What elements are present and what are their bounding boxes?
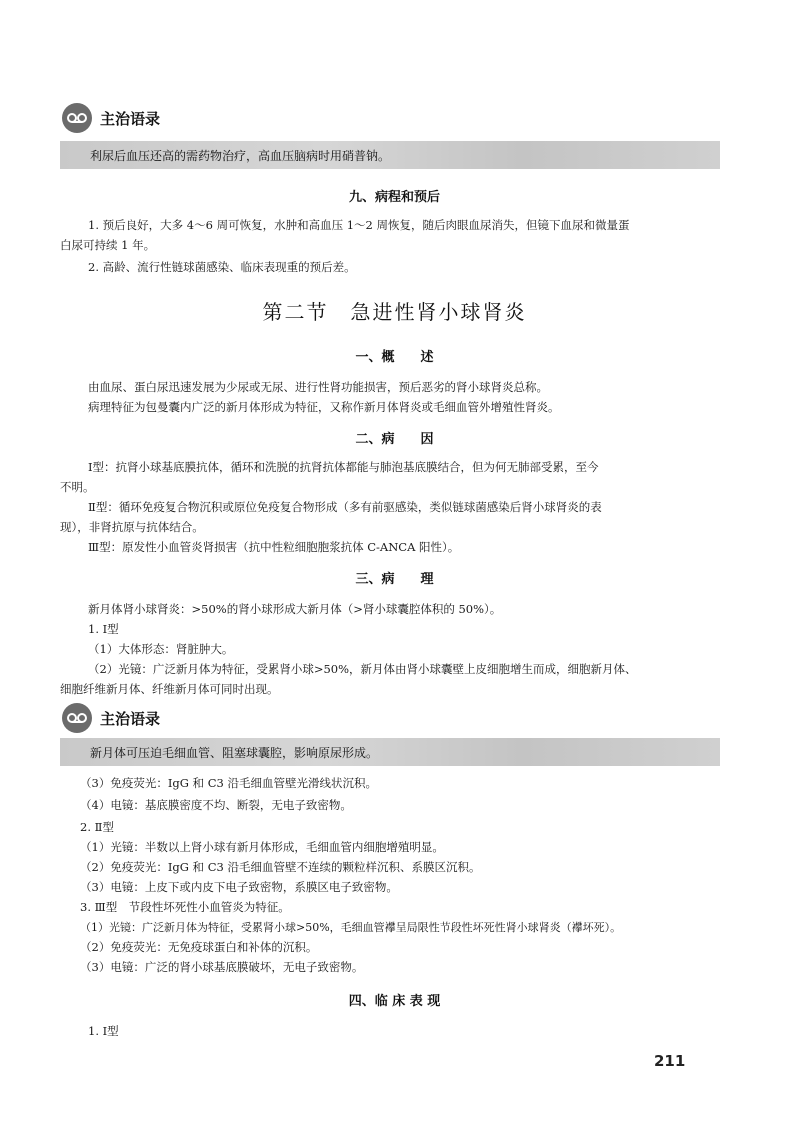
speech-bubble-icon — [62, 103, 92, 133]
callout-title: 主治语录 — [100, 709, 161, 728]
callout-text: 新月体可压迫毛细血管、阻塞球囊腔，影响原尿形成。 — [60, 738, 720, 766]
section-heading: 四、临 床 表 现 — [348, 994, 441, 1009]
paragraph: 病理特征为包曼囊内广泛的新月体形成为特征，又称作新月体肾炎或毛细血管外增殖性肾炎。 — [88, 400, 560, 414]
paragraph: 现），非肾抗原与抗体结合。 — [60, 520, 204, 534]
section-heading: 三、病 理 — [355, 572, 434, 587]
chapter-title: 第二节 急进性肾小球肾炎 — [262, 300, 527, 324]
paragraph: 新月体肾小球肾炎：>50%的肾小球形成大新月体（>肾小球囊腔体积的 50%）。 — [88, 602, 502, 616]
paragraph: （3）免疫荧光：IgG 和 C3 沿毛细血管壁光滑线状沉积。 — [80, 776, 377, 790]
paragraph: 3. Ⅲ型 节段性坏死性小血管炎为特征。 — [80, 900, 290, 914]
paragraph: 1. 预后良好，大多 4～6 周可恢复，水肿和高血压 1～2 周恢复，随后肉眼血尿消失，但镜下血尿和微量蛋 — [88, 218, 630, 232]
callout-text: 利尿后血压还高的需药物治疗，高血压脑病时用硝普钠。 — [60, 141, 720, 169]
paragraph: （2）免疫荧光：无免疫球蛋白和补体的沉积。 — [80, 940, 318, 954]
paragraph: 白尿可持续 1 年。 — [60, 238, 156, 252]
paragraph: （3）电镜：广泛的肾小球基底膜破坏，无电子致密物。 — [80, 960, 364, 974]
paragraph: （1）光镜：半数以上肾小球有新月体形成，毛细血管内细胞增殖明显。 — [80, 840, 444, 854]
section-heading: 二、病 因 — [355, 432, 434, 447]
paragraph: （2）免疫荧光：IgG 和 C3 沿毛细血管壁不连续的颗粒样沉积、系膜区沉积。 — [80, 860, 481, 874]
paragraph: 1. Ⅰ型 — [88, 1024, 119, 1038]
page-number: 211 — [654, 1052, 686, 1070]
speech-bubble-icon — [62, 703, 92, 733]
callout-header — [62, 103, 160, 133]
paragraph: （1）光镜：广泛新月体为特征，受累肾小球>50%，毛细血管襻呈局限性节段性坏死性肾小球肾炎（襻坏死）。 — [80, 921, 622, 934]
section-heading: 一、概 述 — [355, 350, 434, 365]
paragraph: 1. Ⅰ型 — [88, 622, 119, 636]
paragraph: （3）电镜：上皮下或内皮下电子致密物，系膜区电子致密物。 — [80, 880, 398, 894]
paragraph: （1）大体形态：肾脏肿大。 — [88, 642, 234, 656]
paragraph: 不明。 — [60, 480, 95, 494]
callout-title: 主治语录 — [100, 109, 161, 128]
paragraph: Ⅰ型：抗肾小球基底膜抗体，循环和洗脱的抗肾抗体都能与肺泡基底膜结合，但为何无肺部受累，至今 — [88, 460, 599, 474]
paragraph: （2）光镜：广泛新月体为特征，受累肾小球>50%，新月体由肾小球囊壁上皮细胞增生而成，细胞新月体、 — [88, 662, 637, 676]
paragraph: 2. Ⅱ型 — [80, 820, 114, 834]
paragraph: 细胞纤维新月体、纤维新月体可同时出现。 — [60, 682, 279, 696]
paragraph: Ⅲ型：原发性小血管炎肾损害（抗中性粒细胞胞浆抗体 C-ANCA 阳性）。 — [88, 540, 460, 554]
paragraph: （4）电镜：基底膜密度不均、断裂，无电子致密物。 — [80, 798, 352, 812]
callout-header — [62, 703, 160, 733]
paragraph: Ⅱ型：循环免疫复合物沉积或原位免疫复合物形成（多有前驱感染，类似链球菌感染后肾小球肾炎的表 — [88, 500, 602, 514]
section-heading: 九、病程和预后 — [348, 190, 440, 205]
paragraph: 由血尿、蛋白尿迅速发展为少尿或无尿、进行性肾功能损害，预后恶劣的肾小球肾炎总称。 — [88, 380, 548, 394]
paragraph: 2. 高龄、流行性链球菌感染、临床表现重的预后差。 — [88, 260, 356, 274]
